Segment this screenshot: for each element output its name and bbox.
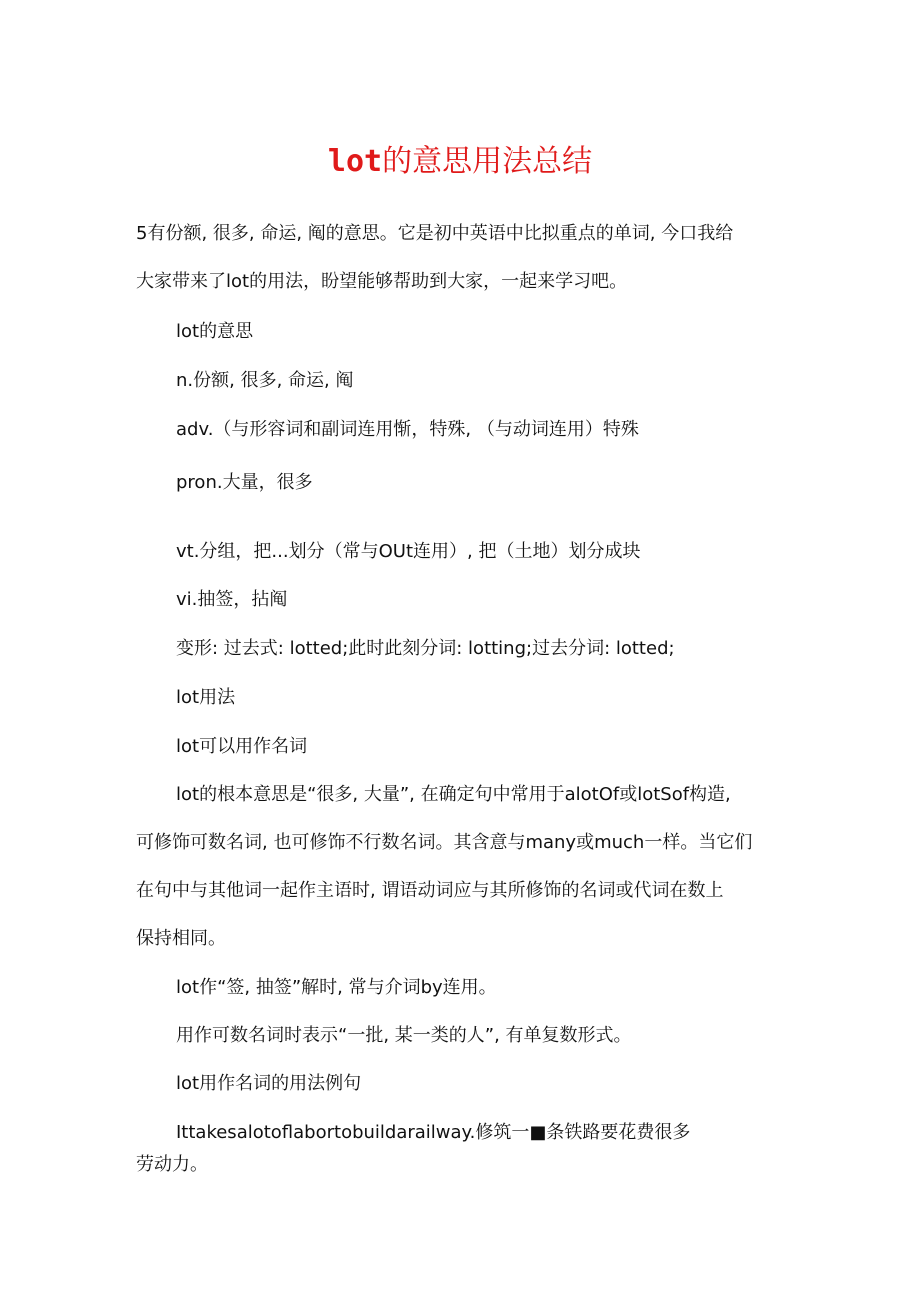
example1-line-2: 劳动力。 (136, 1154, 208, 1175)
def-adverb: adv.（与形容词和副词连用惭，特殊, （与动词连用）特殊 (176, 419, 639, 440)
examples-heading: lot用作名词的用法例句 (176, 1073, 362, 1094)
def-transitive-verb: vt.分组，把...划分（常与OUt连用）, 把（土地）划分成块 (176, 541, 641, 562)
title-latin: lot (327, 144, 383, 179)
example1-line-1: Ittakesalotoflabortobuildarailway.修筑一■条铁路要花费很多 (176, 1122, 691, 1143)
para1-line-3: 在句中与其他词一起作主语时, 谓语动词应与其所修饰的名词或代词在数上 (136, 880, 724, 901)
def-pronoun: pron.大量，很多 (176, 472, 313, 493)
para2: lot作“签, 抽签”解时, 常与介词by连用。 (176, 977, 497, 998)
title-rest: 的意思用法总结 (382, 144, 593, 179)
para3: 用作可数名词时表示“一批, 某一类的人”, 有单复数形式。 (176, 1025, 632, 1046)
word-forms: 变形: 过去式: lotted;此时此刻分词: lotting;过去分词: lotted; (176, 638, 675, 659)
def-intransitive-verb: vi.抽签，拈阄 (176, 589, 288, 610)
para1-line-4: 保持相同。 (136, 928, 226, 949)
para1-line-2: 可修饰可数名词, 也可修饰不行数名词。其含意与many或much一样。当它们 (136, 832, 753, 853)
para1-line-1: lot的根本意思是“很多, 大量”, 在确定句中常用于alotOf或lotSof构造, (176, 784, 731, 805)
page-title (0, 140, 920, 184)
intro-line-1: 5有份额, 很多, 命运, 阄的意思。它是初中英语中比拟重点的单词, 今口我给 (136, 223, 734, 244)
noun-heading: lot可以用作名词 (176, 736, 308, 757)
def-noun: n.份额, 很多, 命运, 阄 (176, 370, 354, 391)
meaning-heading: lot的意思 (176, 321, 254, 342)
usage-heading: lot用法 (176, 687, 236, 708)
intro-line-2: 大家带来了lot的用法，盼望能够帮助到大家，一起来学习吧。 (136, 271, 628, 292)
